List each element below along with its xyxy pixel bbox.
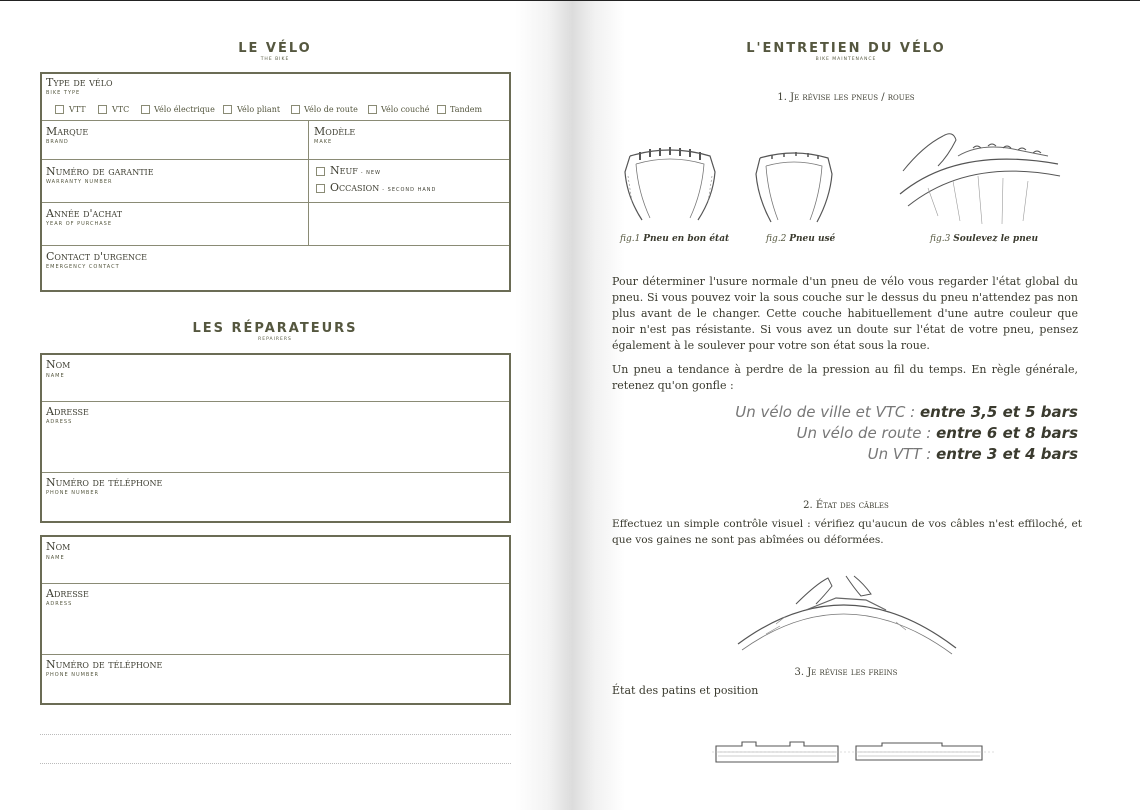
checkbox-recumbent[interactable] — [368, 105, 377, 114]
model-sublabel: MAKE — [314, 139, 333, 145]
fig2-number: fig.2 — [766, 234, 787, 244]
pressure-mtb — [868, 445, 1078, 463]
repairers-section-subtitle: REPAIRERS — [258, 337, 292, 342]
repairer-2-address-sublabel: ADRESS — [46, 601, 73, 607]
repairers-section-title: LES RÉPARATEURS — [192, 321, 358, 336]
repairer-1-phone-sublabel: PHONE NUMBER — [46, 490, 99, 496]
option-recumbent: Vélo couché — [381, 105, 430, 114]
fig2-label: Pneu usé — [789, 234, 836, 244]
repairer-2-name-sublabel: NAME — [46, 555, 65, 561]
brakes-paragraph: État des patins et position — [612, 684, 759, 697]
repairer-1-address-label: Adresse — [46, 405, 89, 418]
maintenance-subtitle: BIKE MAINTENANCE — [815, 57, 877, 62]
repairer-1-name-sublabel: NAME — [46, 373, 65, 379]
emergency-contact-label: Contact d'urgence — [46, 250, 147, 263]
warranty-label: Numéro de garantie — [46, 165, 154, 178]
section-tyres-heading: 1. Je révise les pneus / roues — [777, 92, 915, 103]
pressure-city — [735, 403, 1078, 421]
option-tandem: Tandem — [450, 105, 483, 114]
emergency-contact-sublabel: EMERGENCY CONTACT — [46, 264, 120, 270]
tyre-lift-illustration — [898, 126, 1063, 228]
repairer-box-1 — [40, 353, 511, 523]
condition-second-hand-label: Occasion — [330, 181, 380, 194]
pressure-road-value: entre 6 et 8 bars — [936, 424, 1078, 442]
checkbox-second-hand[interactable] — [316, 184, 325, 193]
checkbox-vtc[interactable] — [98, 105, 107, 114]
checkbox-vtt[interactable] — [55, 105, 64, 114]
cables-paragraph: Effectuez un simple contrôle visuel : vérifiez qu'aucun de vos câbles n'est effiloché, et que vos gaines ne sont pas abîmées ou déformées. — [612, 518, 1082, 546]
book-gutter — [515, 1, 625, 810]
bike-section-title: LE VÉLO — [238, 41, 312, 56]
bike-type-label: Type de vélo — [46, 76, 113, 89]
fig1-caption — [620, 234, 729, 244]
tyre-worn-illustration — [752, 146, 836, 224]
checkbox-folding[interactable] — [223, 105, 232, 114]
option-vtt: VTT — [69, 105, 86, 114]
model-label: Modèle — [314, 125, 356, 138]
pressure-road — [797, 424, 1078, 442]
condition-new-label: Neuf — [330, 164, 358, 177]
repairer-1-name-label: Nom — [46, 358, 71, 371]
option-electric: Vélo électrique — [154, 105, 215, 114]
fig2-caption — [766, 234, 835, 244]
repairer-2-name-label: Nom — [46, 540, 71, 553]
section-cables-heading: 2. État des câbles — [803, 500, 889, 511]
checkbox-electric[interactable] — [141, 105, 150, 114]
condition-second-hand-sub: - SECOND HAND — [382, 187, 437, 193]
purchase-year-sublabel: YEAR OF PURCHASE — [46, 221, 113, 227]
fig1-label: Pneu en bon état — [643, 234, 730, 244]
pressure-road-bike: Un vélo de route : — [796, 424, 932, 442]
fig1-number: fig.1 — [620, 234, 641, 244]
option-vtc: VTC — [112, 105, 130, 114]
repairer-box-2 — [40, 535, 511, 705]
bike-type-sublabel: BIKE TYPE — [46, 90, 81, 96]
notes-line-1 — [40, 734, 511, 735]
option-road: Vélo de route — [304, 105, 358, 114]
pressure-mtb-value: entre 3 et 4 bars — [936, 445, 1078, 463]
warranty-sublabel: WARRANTY NUMBER — [46, 179, 113, 185]
repairer-2-address-label: Adresse — [46, 587, 89, 600]
pressure-city-value: entre 3,5 et 5 bars — [919, 403, 1078, 421]
condition-new-sub: - NEW — [360, 170, 382, 176]
repairer-2-phone-label: Numéro de téléphone — [46, 658, 163, 671]
purchase-year-label: Année d'achat — [46, 207, 123, 220]
tyre-wear-paragraph: Pour déterminer l'usure normale d'un pneu de vélo vous regarder l'état global du pneu. Si vous pouvez voir la sous couche sur le dessus du pneu n'attendez pas non plus avant de le changer. Cette couche habituellement d'une autre couleur que noir n'est pas résistante. Si vous avez un doute sur l'état de votre pneu, pensez également à le soulever pour votre son état sous la roue. — [612, 275, 1078, 352]
checkbox-new[interactable] — [316, 167, 325, 176]
option-folding: Vélo pliant — [237, 105, 281, 114]
brand-label: Marque — [46, 125, 89, 138]
fig3-label: Soulevez le pneu — [953, 234, 1039, 244]
brake-pads-illustration — [712, 738, 996, 768]
tyre-pressure-paragraph: Un pneu a tendance à perdre de la pression au fil du temps. En règle générale, retenez qu'on gonfle : — [612, 363, 1078, 392]
section-brakes-heading: 3. Je révise les freins — [794, 667, 898, 678]
checkbox-tandem[interactable] — [437, 105, 446, 114]
brand-sublabel: BRAND — [46, 139, 69, 145]
fig3-caption — [930, 234, 1038, 244]
checkbox-road[interactable] — [291, 105, 300, 114]
fig3-number: fig.3 — [930, 234, 951, 244]
notes-line-2 — [40, 763, 511, 764]
pressure-city-bike: Un vélo de ville et VTC : — [735, 403, 916, 421]
condition-second-hand — [330, 181, 436, 194]
repairer-2-phone-sublabel: PHONE NUMBER — [46, 672, 99, 678]
condition-new — [330, 164, 381, 177]
repairer-1-phone-label: Numéro de téléphone — [46, 476, 163, 489]
maintenance-title: L'ENTRETIEN DU VÉLO — [746, 41, 946, 56]
tyre-good-illustration — [620, 142, 720, 224]
pressure-mtb-bike: Un VTT : — [867, 445, 932, 463]
brake-caliper-illustration — [736, 574, 960, 656]
repairer-1-address-sublabel: ADRESS — [46, 419, 73, 425]
bike-section-subtitle: THE BIKE — [260, 57, 290, 62]
